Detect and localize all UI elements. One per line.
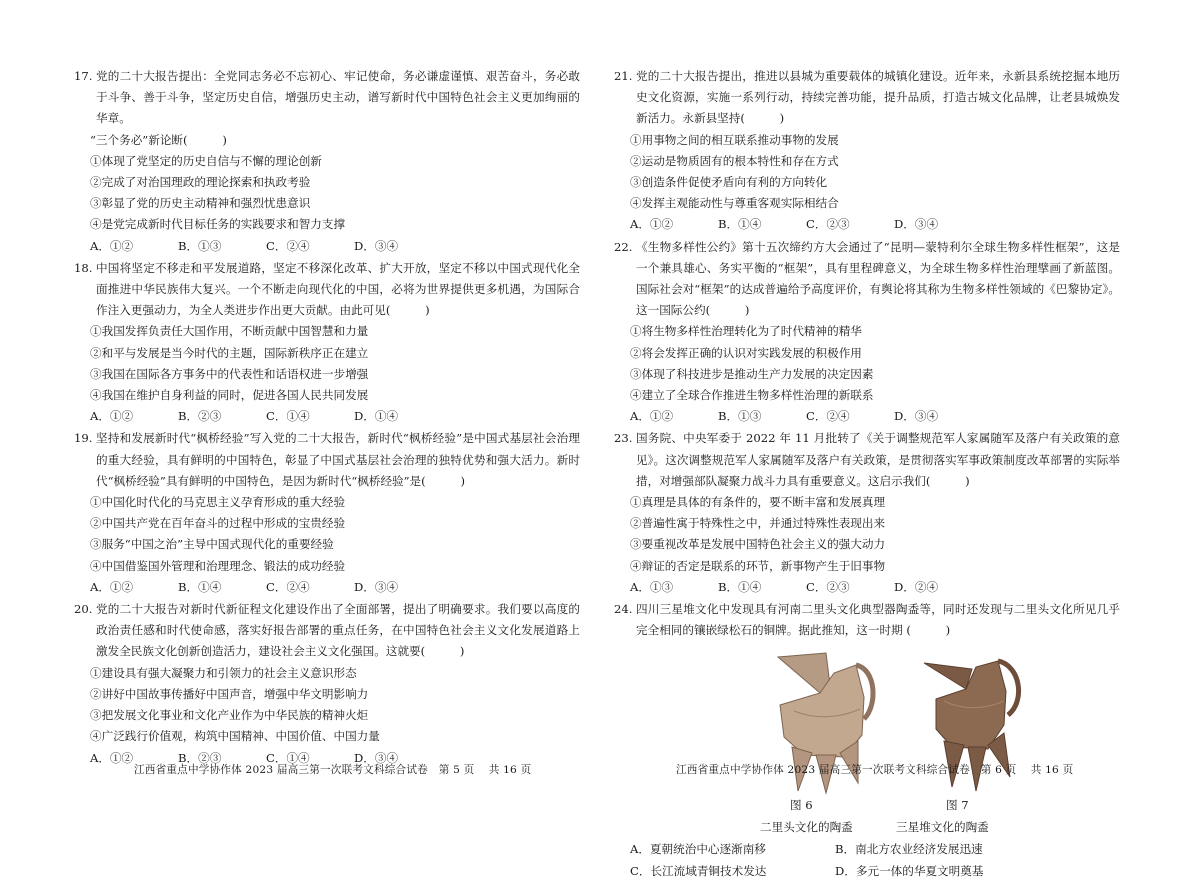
option: ②运动是物质固有的根本特性和存在方式 bbox=[630, 153, 839, 168]
question-22 bbox=[614, 237, 1120, 428]
choice-a: A．①② bbox=[630, 217, 674, 232]
choice-d: D．②④ bbox=[894, 579, 939, 594]
question-stem: 《生物多样性公约》第十五次缔约方大会通过了“昆明—蒙特利尔全球生物多样性框架”，这是一个兼具雄心、务实平衡的“框架”，具有里程碑意义，为全球生物多样性治理擘画了新蓝图。国际社会对“框架”的达成普遍给予高度评价，有舆论将其称为生物多样性领域的《巴黎协定》。这一国际公约( ) bbox=[636, 239, 1120, 318]
choice-c: C．①④ bbox=[266, 409, 310, 424]
answer-choices bbox=[614, 839, 1120, 881]
answer-choices bbox=[614, 406, 1120, 427]
option: ①中国化时代化的马克思主义孕育形成的重大经验 bbox=[90, 495, 346, 510]
question-number: 17. bbox=[74, 69, 93, 83]
answer-choices bbox=[74, 236, 580, 257]
option: ③彰显了党的历史主动精神和强烈忧患意识 bbox=[90, 196, 311, 211]
option: ①建设具有强大凝聚力和引领力的社会主义意识形态 bbox=[90, 665, 357, 680]
choice-a: A．①② bbox=[90, 409, 134, 424]
question-stem: 党的二十大报告对新时代新征程文化建设作出了全面部署，提出了明确要求。我们要以高度的政治责任感和时代使命感，落实好报告部署的重点任务，在中国特色社会主义文化发展道路上激发全民族文化创新创造活力，建设社会主义文化强国。这就要( ) bbox=[96, 602, 580, 659]
choice-d: D．③④ bbox=[894, 409, 939, 424]
figure-numbers bbox=[614, 795, 1120, 817]
choice-d: D．多元一体的华夏文明奠基 bbox=[835, 863, 984, 878]
question-stem: 中国将坚定不移走和平发展道路，坚定不移深化改革、扩大开放，坚定不移以中国式现代化全面推进中华民族伟大复兴。一个不断走向现代化的中国，必将为世界提供更多机遇，为国际合作注入更强动力，为全人类进步作出更大贡献。由此可见( ) bbox=[96, 260, 580, 318]
choice-b: B．①④ bbox=[718, 579, 762, 594]
choice-d: D．③④ bbox=[354, 750, 399, 765]
option: ②中国共产党在百年奋斗的过程中形成的宝贵经验 bbox=[90, 516, 346, 531]
option: ②将会发挥正确的认识对实践发展的积极作用 bbox=[630, 345, 862, 360]
question-stem: 党的二十大报告提出：全党同志务必不忘初心、牢记使命，务必谦虚谨慎、艰苦奋斗，务必敢于斗争、善于斗争，坚定历史自信，增强历史主动，谱写新时代中国特色社会主义更加绚丽的华章。 bbox=[96, 69, 580, 126]
option: ②和平与发展是当今时代的主题，国际新秩序正在建立 bbox=[90, 345, 369, 360]
question-17 bbox=[74, 66, 580, 257]
figure-6-caption: 二里头文化的陶盉 bbox=[760, 820, 853, 835]
question-number: 24. bbox=[614, 602, 633, 617]
option: ③要重视改革是发展中国特色社会主义的强大动力 bbox=[630, 537, 886, 552]
choice-c: C．②③ bbox=[806, 579, 850, 594]
option: ①将生物多样性治理转化为了时代精神的精华 bbox=[630, 324, 862, 339]
option: ④我国在维护自身利益的同时，促进各国人民共同发展 bbox=[90, 388, 369, 403]
option: ①我国发挥负责任大国作用，不断贡献中国智慧和力量 bbox=[90, 324, 369, 339]
choice-b: B．②③ bbox=[178, 750, 222, 765]
choice-c: C．②④ bbox=[266, 579, 310, 594]
figure-7-caption: 三星堆文化的陶盉 bbox=[896, 820, 989, 835]
question-stem: 四川三星堆文化中发现具有河南二里头文化典型器陶盉等，同时还发现与二里头文化所见几乎完全相同的镶嵌绿松石的铜牌。据此推知，这一时期 ( ) bbox=[636, 602, 1120, 638]
option: ②完成了对治国理政的理论探索和执政考验 bbox=[90, 175, 311, 190]
left-column bbox=[74, 66, 580, 770]
question-19 bbox=[74, 428, 580, 598]
question-number: 23. bbox=[614, 431, 633, 446]
footer-right: 江西省重点中学协作体 2023 届高三第一次联考文科综合试卷 第 6 页 共 16 页 bbox=[676, 764, 1074, 776]
option: ④发挥主观能动性与尊重客观实际相结合 bbox=[630, 196, 839, 211]
choice-a: A．①② bbox=[90, 238, 134, 253]
question-number: 20. bbox=[74, 602, 93, 617]
option: ①真理是具体的有条件的，要不断丰富和发展真理 bbox=[630, 495, 886, 510]
choice-a: A．①③ bbox=[630, 579, 674, 594]
answer-choices bbox=[614, 214, 1120, 235]
option: ④辩证的否定是联系的环节，新事物产生于旧事物 bbox=[630, 558, 886, 573]
option: ③把发展文化事业和文化产业作为中华民族的精神火炬 bbox=[90, 708, 369, 723]
choice-c: C．②③ bbox=[806, 217, 850, 232]
right-column bbox=[614, 66, 1120, 883]
choice-b: B．①③ bbox=[178, 238, 222, 253]
answer-choices bbox=[614, 577, 1120, 598]
choice-a: A．①② bbox=[90, 579, 134, 594]
option: ①体现了党坚定的历史自信与不懈的理论创新 bbox=[90, 153, 322, 168]
question-number: 22. bbox=[614, 239, 633, 254]
figure-7-label: 图 7 bbox=[946, 798, 969, 813]
question-20 bbox=[74, 599, 580, 769]
answer-choices bbox=[74, 406, 580, 427]
choice-a: A．①② bbox=[630, 409, 674, 424]
choice-a: A．夏朝统治中心逐渐南移 bbox=[630, 842, 766, 857]
choice-c: C．长江流域青铜技术发达 bbox=[630, 863, 767, 878]
choice-b: B．南北方农业经济发展迅速 bbox=[835, 842, 983, 857]
option: ④建立了全球合作推进生物多样性治理的新联系 bbox=[630, 388, 874, 403]
option: ③创造条件促使矛盾向有利的方向转化 bbox=[630, 175, 828, 190]
option: ③体现了科技进步是推动生产力发展的决定因素 bbox=[630, 366, 874, 381]
question-stem-continued: “三个务必”新论断( ) bbox=[90, 132, 227, 147]
option: ①用事物之间的相互联系推动事物的发展 bbox=[630, 132, 839, 147]
choice-d: D．①④ bbox=[354, 409, 399, 424]
choice-c: C．②④ bbox=[806, 409, 850, 424]
figure-captions bbox=[614, 817, 1120, 839]
footer-left: 江西省重点中学协作体 2023 届高三第一次联考文科综合试卷 第 5 页 共 16 页 bbox=[134, 764, 532, 776]
choice-c: C．②④ bbox=[266, 238, 310, 253]
question-stem: 国务院、中央军委于 2022 年 11 月批转了《关于调整规范军人家属随军及落户有关政策的意见》。这次调整规范军人家属随军及落户有关政策，是贯彻落实军事政策制度改革部署的实际举措，对增强部队凝聚力战斗力具有重要意义。这启示我们( ) bbox=[636, 431, 1120, 488]
choice-b: B．①④ bbox=[718, 217, 762, 232]
question-number: 21. bbox=[614, 69, 633, 83]
option: ②普遍性寓于特殊性之中，并通过特殊性表现出来 bbox=[630, 516, 886, 531]
question-24 bbox=[614, 599, 1120, 882]
question-21 bbox=[614, 66, 1120, 236]
question-18 bbox=[74, 258, 580, 428]
question-23 bbox=[614, 428, 1120, 598]
choice-c: C．①④ bbox=[266, 750, 310, 765]
option: ③我国在国际各方事务中的代表性和话语权进一步增强 bbox=[90, 366, 369, 381]
choice-d: D．③④ bbox=[354, 579, 399, 594]
answer-choices bbox=[74, 577, 580, 598]
question-number: 18. bbox=[74, 260, 93, 275]
choice-a: A．①② bbox=[90, 750, 134, 765]
choice-b: B．②③ bbox=[178, 409, 222, 424]
choice-b: B．①③ bbox=[718, 409, 762, 424]
option: ④是党完成新时代目标任务的实践要求和智力支撑 bbox=[90, 217, 346, 232]
option: ②讲好中国故事传播好中国声音，增强中华文明影响力 bbox=[90, 686, 369, 701]
figure-6-label: 图 6 bbox=[790, 798, 813, 813]
choice-b: B．①④ bbox=[178, 579, 222, 594]
option: ④中国借鉴国外管理和治理理念、锻法的成功经验 bbox=[90, 558, 346, 573]
question-stem: 坚持和发展新时代“枫桥经验”写入党的二十大报告，新时代“枫桥经验”是中国式基层社会治理的重大经验，具有鲜明的中国特色，彰显了中国式基层社会治理的独特优势和强大活力。新时代“枫桥经验”具有鲜明的中国特色，是因为新时代“枫桥经验”是( ) bbox=[96, 431, 580, 488]
choice-d: D．③④ bbox=[354, 238, 399, 253]
question-number: 19. bbox=[74, 431, 93, 446]
option: ④广泛践行价值观，构筑中国精神、中国价值、中国力量 bbox=[90, 729, 380, 744]
option: ③服务“中国之治”主导中国式现代化的重要经验 bbox=[90, 537, 334, 552]
question-stem: 党的二十大报告提出，推进以县城为重要载体的城镇化建设。近年来，永新县系统挖掘本地历史文化资源，实施一系列行动，持续完善功能，提升品质，打造古城文化品牌，让老县城焕发新活力。永新县坚持( ) bbox=[636, 69, 1120, 126]
choice-d: D．③④ bbox=[894, 217, 939, 232]
